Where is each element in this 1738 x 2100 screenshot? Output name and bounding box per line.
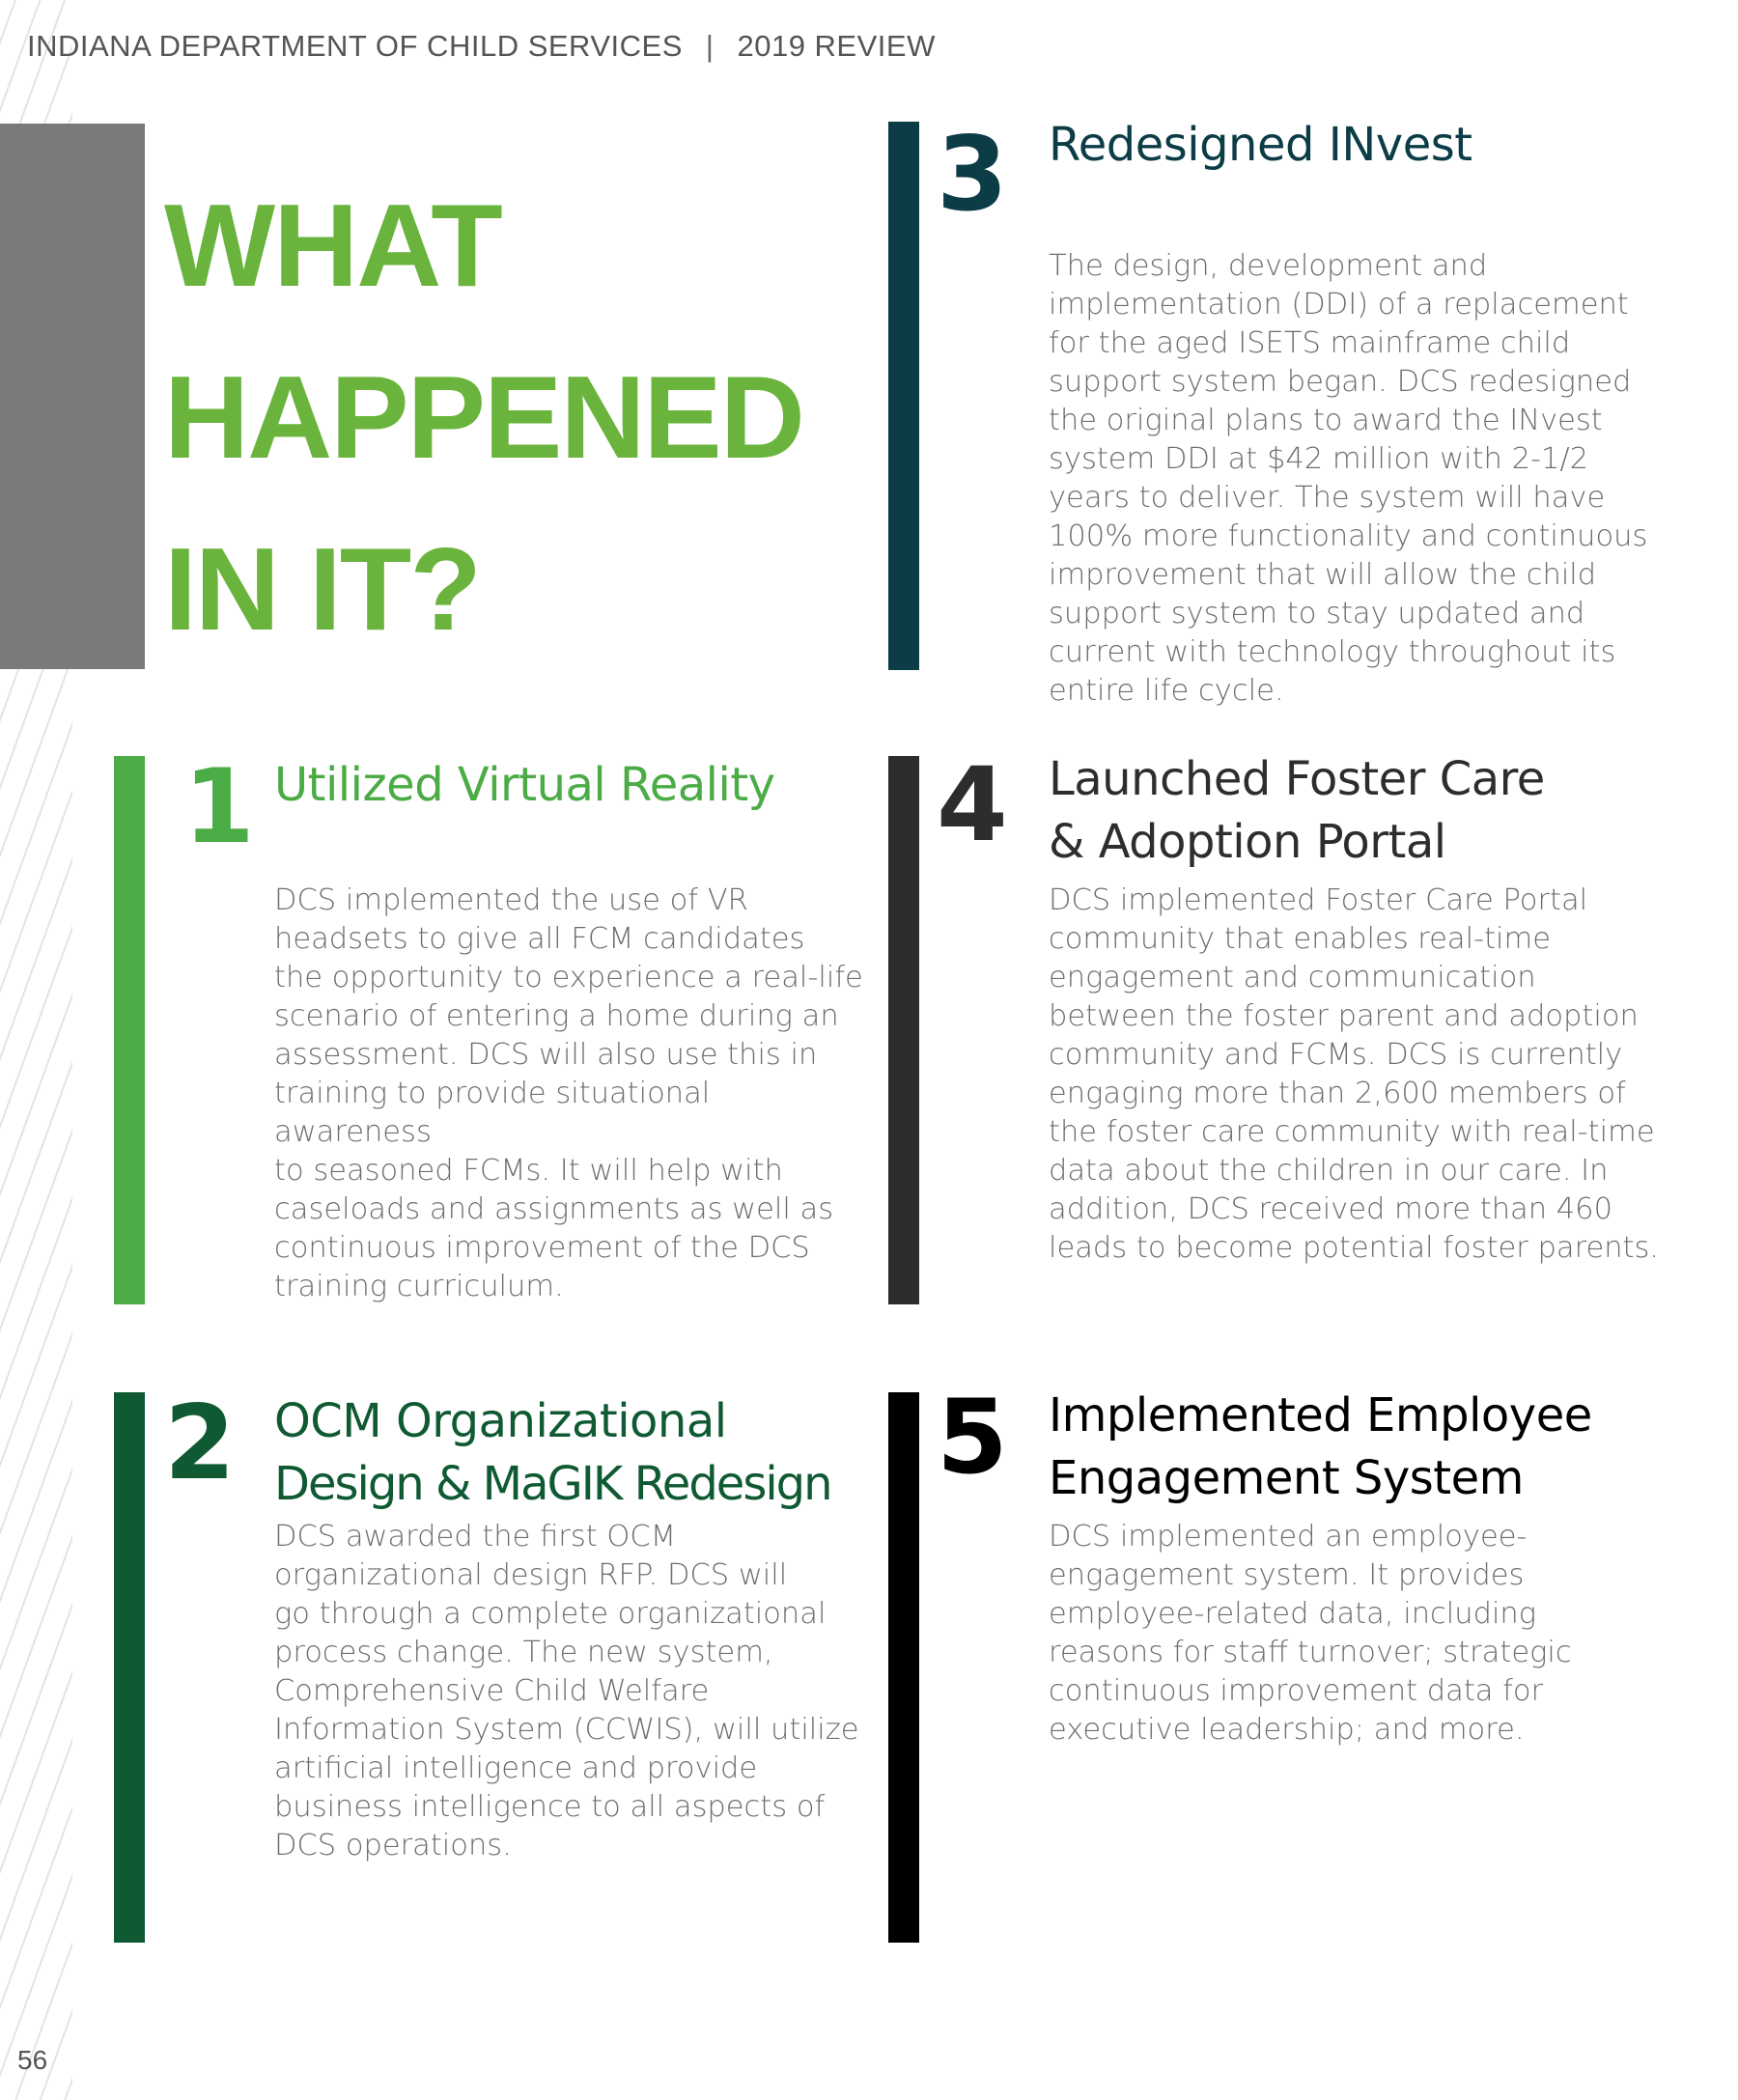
- item-4-body-line: addition, DCS received more than 460: [1049, 1192, 1612, 1226]
- item-4-body-line: between the foster parent and adoption: [1049, 999, 1639, 1033]
- item-1-title-line: Utilized Virtual Reality: [274, 758, 775, 812]
- item-4-title: [1049, 748, 1545, 874]
- item-5-number: 5: [937, 1378, 1004, 1497]
- item-1-body-line: caseloads and assignments as well as: [274, 1192, 834, 1226]
- item-4-number: 4: [937, 745, 1004, 864]
- item-1-title: [274, 754, 775, 817]
- item-3-body-line: current with technology throughout its: [1049, 635, 1616, 669]
- item-4-body-line: community that enables real-time: [1049, 922, 1552, 956]
- item-3-body-line: The design, development and: [1049, 249, 1488, 283]
- item-4-body-line: community and FCMs. DCS is currently: [1049, 1038, 1623, 1072]
- item-1-body-line: training curriculum.: [274, 1270, 564, 1303]
- item-5-body-line: engagement system. It provides: [1049, 1558, 1525, 1592]
- item-1-body-line: the opportunity to experience a real-life: [274, 961, 863, 994]
- item-2-title: [274, 1390, 831, 1516]
- item-2-body-line: Comprehensive Child Welfare: [274, 1674, 710, 1708]
- item-3: [888, 115, 1680, 716]
- item-1-accent-bar: [114, 756, 145, 1304]
- item-2-number: 2: [164, 1384, 232, 1502]
- item-2-body: [274, 1518, 859, 1865]
- item-2-accent-bar: [114, 1392, 145, 1943]
- item-5-title-line: Implemented Employee: [1049, 1388, 1592, 1442]
- item-5-title: [1049, 1385, 1592, 1510]
- item-1-body-line: continuous improvement of the DCS: [274, 1231, 810, 1265]
- item-4-body-line: data about the children in our care. In: [1049, 1154, 1609, 1188]
- item-1-body-line: DCS implemented the use of VR: [274, 883, 748, 917]
- item-3-body-line: implementation (DDI) of a replacement: [1049, 288, 1629, 322]
- item-3-body-line: system DDI at $42 million with 2-1/2: [1049, 442, 1589, 476]
- item-3-title: [1049, 114, 1472, 177]
- item-4-body-line: the foster care community with real-time: [1049, 1115, 1655, 1149]
- item-5-body-line: employee-related data, including: [1049, 1597, 1537, 1631]
- item-1-body: [274, 882, 867, 1306]
- item-3-body-line: entire life cycle.: [1049, 674, 1284, 708]
- hero-title-line: WHAT: [164, 180, 501, 311]
- item-4-title-line: & Adoption Portal: [1049, 815, 1446, 869]
- item-5-body-line: continuous improvement data for: [1049, 1674, 1544, 1708]
- item-4-body-line: leads to become potential foster parents.: [1049, 1231, 1660, 1265]
- item-3-body-line: for the aged ISETS mainframe child: [1049, 326, 1571, 360]
- item-2-body-line: DCS operations.: [274, 1829, 512, 1862]
- item-4: [888, 745, 1680, 1304]
- item-2-body-line: DCS awarded the first OCM: [274, 1520, 677, 1554]
- item-3-body-line: support system began. DCS redesigned: [1049, 365, 1632, 399]
- item-1: [114, 747, 867, 1304]
- item-3-body-line: years to deliver. The system will have: [1049, 481, 1606, 515]
- item-3-body: [1049, 247, 1647, 711]
- item-3-body-line: improvement that will allow the child: [1049, 558, 1597, 592]
- item-2-body-line: Information System (CCWIS), will utilize: [274, 1713, 859, 1747]
- item-1-number: 1: [183, 747, 251, 866]
- item-3-body-line: the original plans to award the INvest: [1049, 404, 1603, 437]
- item-2-body-line: go through a complete organizational: [274, 1597, 827, 1631]
- hero-title: [164, 159, 803, 675]
- item-2-body-line: artificial intelligence and provide: [274, 1751, 758, 1785]
- item-5-title-line: Engagement System: [1049, 1451, 1524, 1505]
- item-4-title-line: Launched Foster Care: [1049, 752, 1545, 806]
- item-5-accent-bar: [888, 1392, 919, 1943]
- item-4-body-line: DCS implemented Foster Care Portal: [1049, 883, 1588, 917]
- item-4-accent-bar: [888, 756, 919, 1304]
- item-4-body: [1049, 882, 1659, 1268]
- item-3-body-line: 100% more functionality and continuous: [1049, 519, 1648, 553]
- item-5: [888, 1378, 1680, 1943]
- header-review: 2019 REVIEW: [737, 29, 936, 63]
- item-2: [114, 1384, 867, 1943]
- page-header: [27, 29, 936, 64]
- item-2-body-line: process change. The new system,: [274, 1636, 773, 1669]
- item-5-body-line: reasons for staff turnover; strategic: [1049, 1636, 1572, 1669]
- item-1-body-line: scenario of entering a home during an: [274, 999, 839, 1033]
- header-department: INDIANA DEPARTMENT OF CHILD SERVICES: [27, 29, 683, 63]
- item-3-body-line: support system to stay updated and: [1049, 597, 1585, 630]
- item-1-body-line: headsets to give all FCM candidates: [274, 922, 805, 956]
- item-5-body: [1049, 1518, 1572, 1750]
- hero-gray-bar: [0, 124, 145, 669]
- item-3-accent-bar: [888, 122, 919, 670]
- item-3-number: 3: [937, 115, 1004, 234]
- item-2-body-line: business intelligence to all aspects of: [274, 1790, 826, 1824]
- header-separator: |: [705, 29, 715, 63]
- hero-title-line: HAPPENED: [164, 351, 803, 483]
- item-3-title-line: Redesigned INvest: [1049, 118, 1472, 172]
- item-2-title-line: Design & MaGIK Redesign: [274, 1457, 831, 1511]
- item-2-title-line: OCM Organizational: [274, 1394, 727, 1448]
- item-2-body-line: organizational design RFP. DCS will: [274, 1558, 788, 1592]
- item-5-body-line: executive leadership; and more.: [1049, 1713, 1525, 1747]
- item-4-body-line: engaging more than 2,600 members of: [1049, 1077, 1626, 1110]
- item-4-body-line: engagement and communication: [1049, 961, 1536, 994]
- item-1-body-line: to seasoned FCMs. It will help with: [274, 1154, 783, 1188]
- item-1-body-line: training to provide situational awareness: [274, 1077, 711, 1149]
- page-number: 56: [17, 2045, 48, 2075]
- hero-title-line: IN IT?: [164, 523, 480, 655]
- item-1-body-line: assessment. DCS will also use this in: [274, 1038, 818, 1072]
- item-5-body-line: DCS implemented an employee-: [1049, 1520, 1528, 1554]
